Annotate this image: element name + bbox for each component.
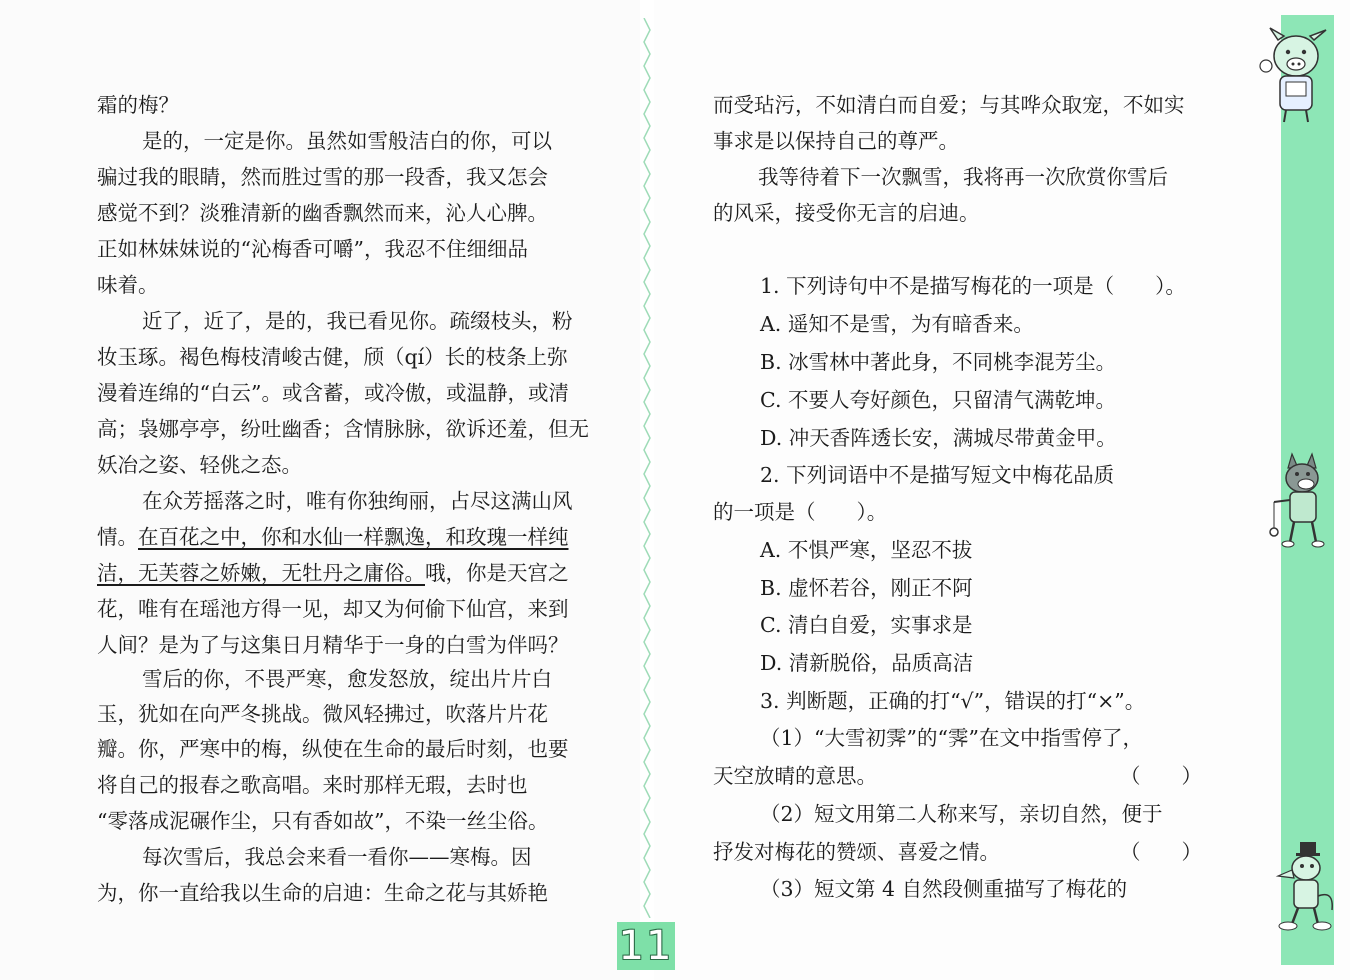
- text-line: 花，唯有在瑶池方得一见，却又为何偷下仙宫，来到: [97, 597, 569, 621]
- option-b: B. 冰雪林中著此身，不同桃李混芳尘。: [760, 350, 1117, 374]
- text-line: 漫着连绵的“白云”。或含蓄，或冷傲，或温静，或清: [97, 381, 569, 405]
- answer-blank[interactable]: （ ）: [1120, 764, 1202, 788]
- text-line: 人间？是为了与这集日月精华于一身的白雪为伴吗？: [97, 633, 569, 657]
- text-line: 妆玉琢。褐色梅枝清峻古健，颀（qí）长的枝条上弥: [97, 345, 568, 369]
- option-d: D. 清新脱俗，品质高洁: [760, 651, 974, 675]
- text-line: 玉，犹如在向严冬挑战。微风轻拂过，吹落片片花: [97, 702, 548, 726]
- text-line: 我等待着下一次飘雪，我将再一次欣赏你雪后: [758, 165, 1168, 189]
- text-line: “零落成泥碾作尘，只有香如故”，不染一丝尘俗。: [97, 809, 549, 833]
- text-line: 高；袅娜亭亭，纷吐幽香；含情脉脉，欲诉还羞，但无: [97, 417, 589, 441]
- text-line: 瓣。你，严寒中的梅，纵使在生命的最后时刻，也要: [97, 737, 569, 761]
- text-line: 雪后的你，不畏严寒，愈发怒放，绽出片片白: [142, 667, 552, 691]
- text-line: [97, 560, 569, 586]
- text-line: 的一项是（ ）。: [713, 500, 888, 524]
- option-b: B. 虚怀若谷，刚正不阿: [760, 576, 973, 600]
- text-segment: 哦，你是天宫之: [425, 561, 569, 585]
- option-d: D. 冲天香阵透长安，满城尽带黄金甲。: [760, 426, 1117, 450]
- text-line: 是的，一定是你。虽然如雪般洁白的你，可以: [142, 129, 552, 153]
- text-line: 为，你一直给我以生命的启迪：生命之花与其娇艳: [97, 881, 548, 905]
- question-3: 3. 判断题，正确的打“√”，错误的打“×”。: [760, 689, 1146, 713]
- option-c: C. 清白自爱，实事求是: [760, 613, 973, 637]
- text-line: 在众芳摇落之时，唯有你独绚丽，占尽这满山风: [142, 489, 573, 513]
- text-segment: 情。: [97, 525, 138, 549]
- text-line: 骗过我的眼睛，然而胜过雪的那一段香，我又怎会: [97, 165, 548, 189]
- text-line: 感觉不到？淡雅清新的幽香飘然而来，沁人心脾。: [97, 201, 548, 225]
- text-line: 正如林妹妹说的“沁梅香可嚼”，我忍不住细细品: [97, 237, 528, 261]
- sub-question-1: （1）“大雪初霁”的“霁”在文中指雪停了，: [760, 726, 1143, 750]
- page-spine-divider: [641, 18, 653, 918]
- wolf-yoyo-mascot-icon: [1262, 450, 1338, 550]
- answer-blank[interactable]: （ ）: [1120, 840, 1202, 864]
- question-2: 2. 下列词语中不是描写短文中梅花品质: [760, 463, 1115, 487]
- text-line: 每次雪后，我总会来看一看你——寒梅。因: [142, 845, 532, 869]
- text-line: 事求是以保持自己的尊严。: [713, 129, 959, 153]
- sub-question-2: （2）短文用第二人称来写，亲切自然，便于: [760, 802, 1163, 826]
- question-1: 1. 下列诗句中不是描写梅花的一项是（ ）。: [760, 274, 1186, 298]
- text-line: 抒发对梅花的赞颂、喜爱之情。: [713, 840, 1000, 864]
- pig-mascot-icon: [1256, 26, 1336, 126]
- text-line: 而受玷污，不如清白而自爱；与其哗众取宠，不如实: [713, 93, 1185, 117]
- option-c: C. 不要人夸好颜色，只留清气满乾坤。: [760, 388, 1116, 412]
- option-a: A. 不惧严寒，坚忍不拔: [760, 538, 973, 562]
- text-line: 的风采，接受你无言的启迪。: [713, 201, 980, 225]
- underlined-sentence: 在百花之中，你和水仙一样飘逸，和玫瑰一样纯: [138, 525, 569, 549]
- text-line: 将自己的报春之歌高唱。来时那样无瑕，去时也: [97, 773, 528, 797]
- text-line: 近了，近了，是的，我已看见你。疏缀枝头，粉: [142, 309, 573, 333]
- sub-question-3: （3）短文第 4 自然段侧重描写了梅花的: [760, 877, 1128, 901]
- text-line: 天空放晴的意思。: [713, 764, 877, 788]
- text-line: 霜的梅？: [97, 93, 179, 117]
- option-a: A. 遥知不是雪，为有暗香来。: [760, 312, 1034, 336]
- underlined-sentence: 洁，无芙蓉之娇嫩，无牡丹之庸俗。: [97, 561, 425, 585]
- page-number: 11: [618, 923, 674, 969]
- text-line: [97, 524, 569, 550]
- fox-mascot-icon: [1262, 840, 1338, 936]
- text-line: 味着。: [97, 273, 159, 297]
- text-line: 妖冶之姿、轻佻之态。: [97, 453, 302, 477]
